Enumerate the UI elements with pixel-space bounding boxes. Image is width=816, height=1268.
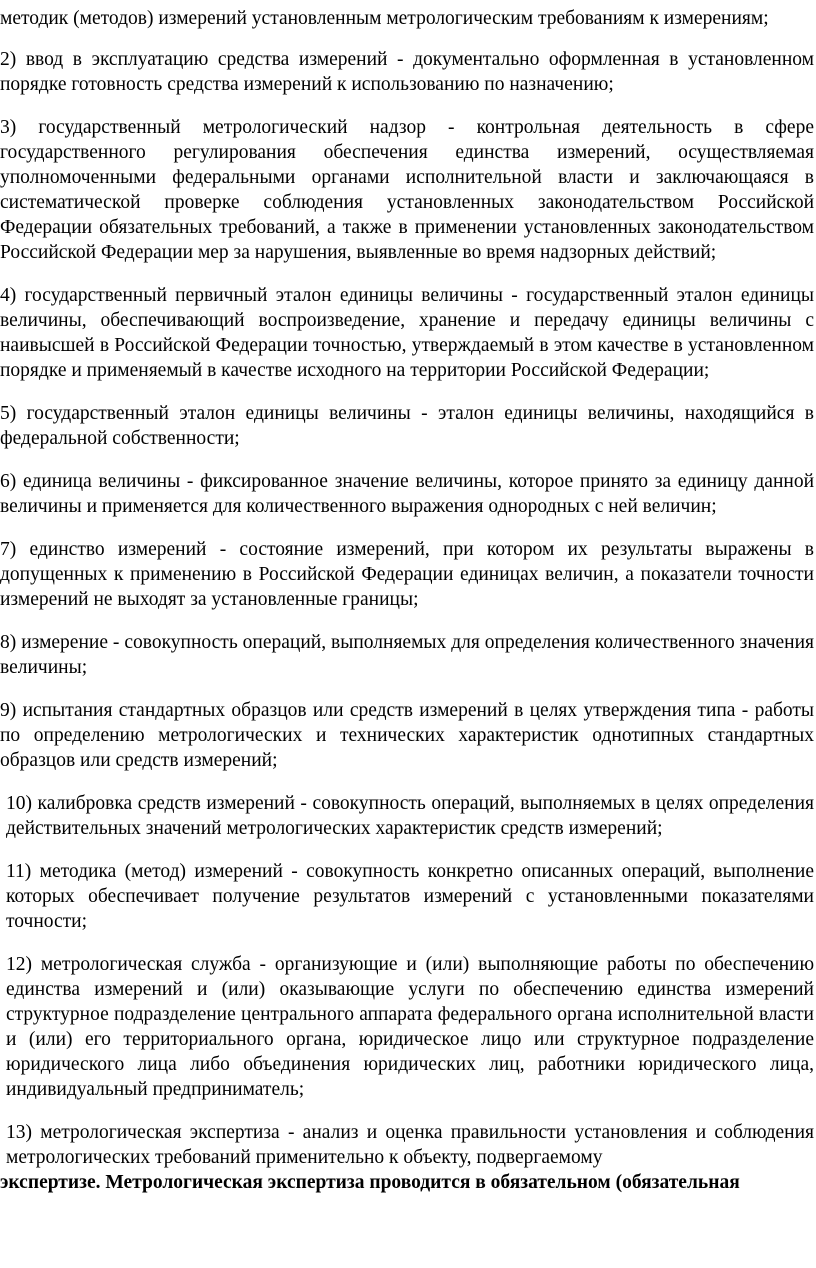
item-text: калибровка средств измерений - совокупность операций, выполняемых в целях определения действительных значений метрологических характеристик средств измерений; (6, 793, 814, 839)
item-text: государственный эталон единицы величины - эталон единицы величины, находящийся в федеральной собственности; (0, 403, 814, 449)
item-text: методика (метод) измерений - совокупность конкретно описанных операций, выполнение которых обеспечивает получение результатов измерений с установленными показателями точности; (6, 861, 815, 932)
item-number: 11) (6, 861, 32, 882)
item-number: 13) (6, 1122, 32, 1143)
item-text: метрологическая экспертиза - анализ и оценка правильности установления и соблюдения метрологических требований применительно к объекту, подвергаемому (6, 1122, 815, 1168)
definition-item-12 (0, 952, 814, 1102)
item-number: 2) (0, 49, 17, 70)
item-number: 4) (0, 285, 17, 306)
intro-paragraph: методик (методов) измерений установленным метрологическим требованиям к измерениям; (0, 8, 769, 29)
item-text: государственный первичный эталон единицы величины - государственный эталон единицы величины, обеспечивающий воспроизведение, хранение и передачу единицы величины с наивысшей в Российской Федерации точностью, утверждаемый в этом качестве в установленном порядке и применяемый в качестве исходного на территории Российской Федерации; (0, 285, 815, 381)
item-number: 9) (0, 700, 17, 721)
definition-item-4 (0, 283, 814, 383)
item-number: 3) (0, 117, 17, 138)
definition-item-2 (0, 47, 814, 97)
item-text: единство измерений - состояние измерений, при котором их результаты выражены в допущенных к применению в Российской Федерации единицах величин, а показатели точности измерений не выходят за установленные границы; (0, 539, 814, 610)
item-number: 7) (0, 539, 17, 560)
item-text: единица величины - фиксированное значение величины, которое принято за единицу данной величины и применяется для количественного выражения однородных с ней величин; (0, 471, 815, 517)
item-number: 5) (0, 403, 17, 424)
item-number: 8) (0, 632, 17, 653)
item-text: измерение - совокупность операций, выполняемых для определения количественного значения величины; (0, 632, 814, 678)
definition-item-5 (0, 401, 814, 451)
definition-item-13 (0, 1120, 814, 1170)
definition-item-10 (0, 791, 814, 841)
definition-item-8 (0, 630, 814, 680)
definition-item-7 (0, 537, 814, 612)
item-text: ввод в эксплуатацию средства измерений - документально оформленная в установленном порядке готовность средства измерений к использованию по назначению; (0, 49, 814, 95)
item-text: государственный метрологический надзор - контрольная деятельность в сфере государственного регулирования обеспечения единства измерений, осуществляемая уполномоченными федеральными органами исполнительной власти и заключающаяся в систематической проверке соблюдения установленных законодательством Российской Федерации обязательных требований, а также в применении установленных законодательством Российской Федерации мер за нарушения, выявленные во время надзорных действий; (0, 117, 814, 263)
definition-item-3 (0, 115, 814, 265)
definition-item-9 (0, 698, 814, 773)
bold-continuation-line: экспертизе. Метрологическая экспертиза проводится в обязательном (обязательная (0, 1172, 740, 1193)
item-number: 12) (6, 954, 32, 975)
definition-item-6 (0, 469, 814, 519)
item-number: 10) (6, 793, 32, 814)
item-text: метрологическая служба - организующие и (или) выполняющие работы по обеспечению единства измерений и (или) оказывающие услуги по обеспечению единства измерений структурное подразделение центрального аппарата федерального органа исполнительной власти и (или) его территориального органа, юридическое лицо или структурное подразделение юридического лица либо объединения юридических лиц, работники юридического лица, индивидуальный предприниматель; (6, 954, 815, 1100)
item-text: испытания стандартных образцов или средств измерений в целях утверждения типа - работы по определению метрологических и технических характеристик однотипных стандартных образцов или средств измерений; (0, 700, 815, 771)
item-number: 6) (0, 471, 17, 492)
definition-item-11 (0, 859, 814, 934)
